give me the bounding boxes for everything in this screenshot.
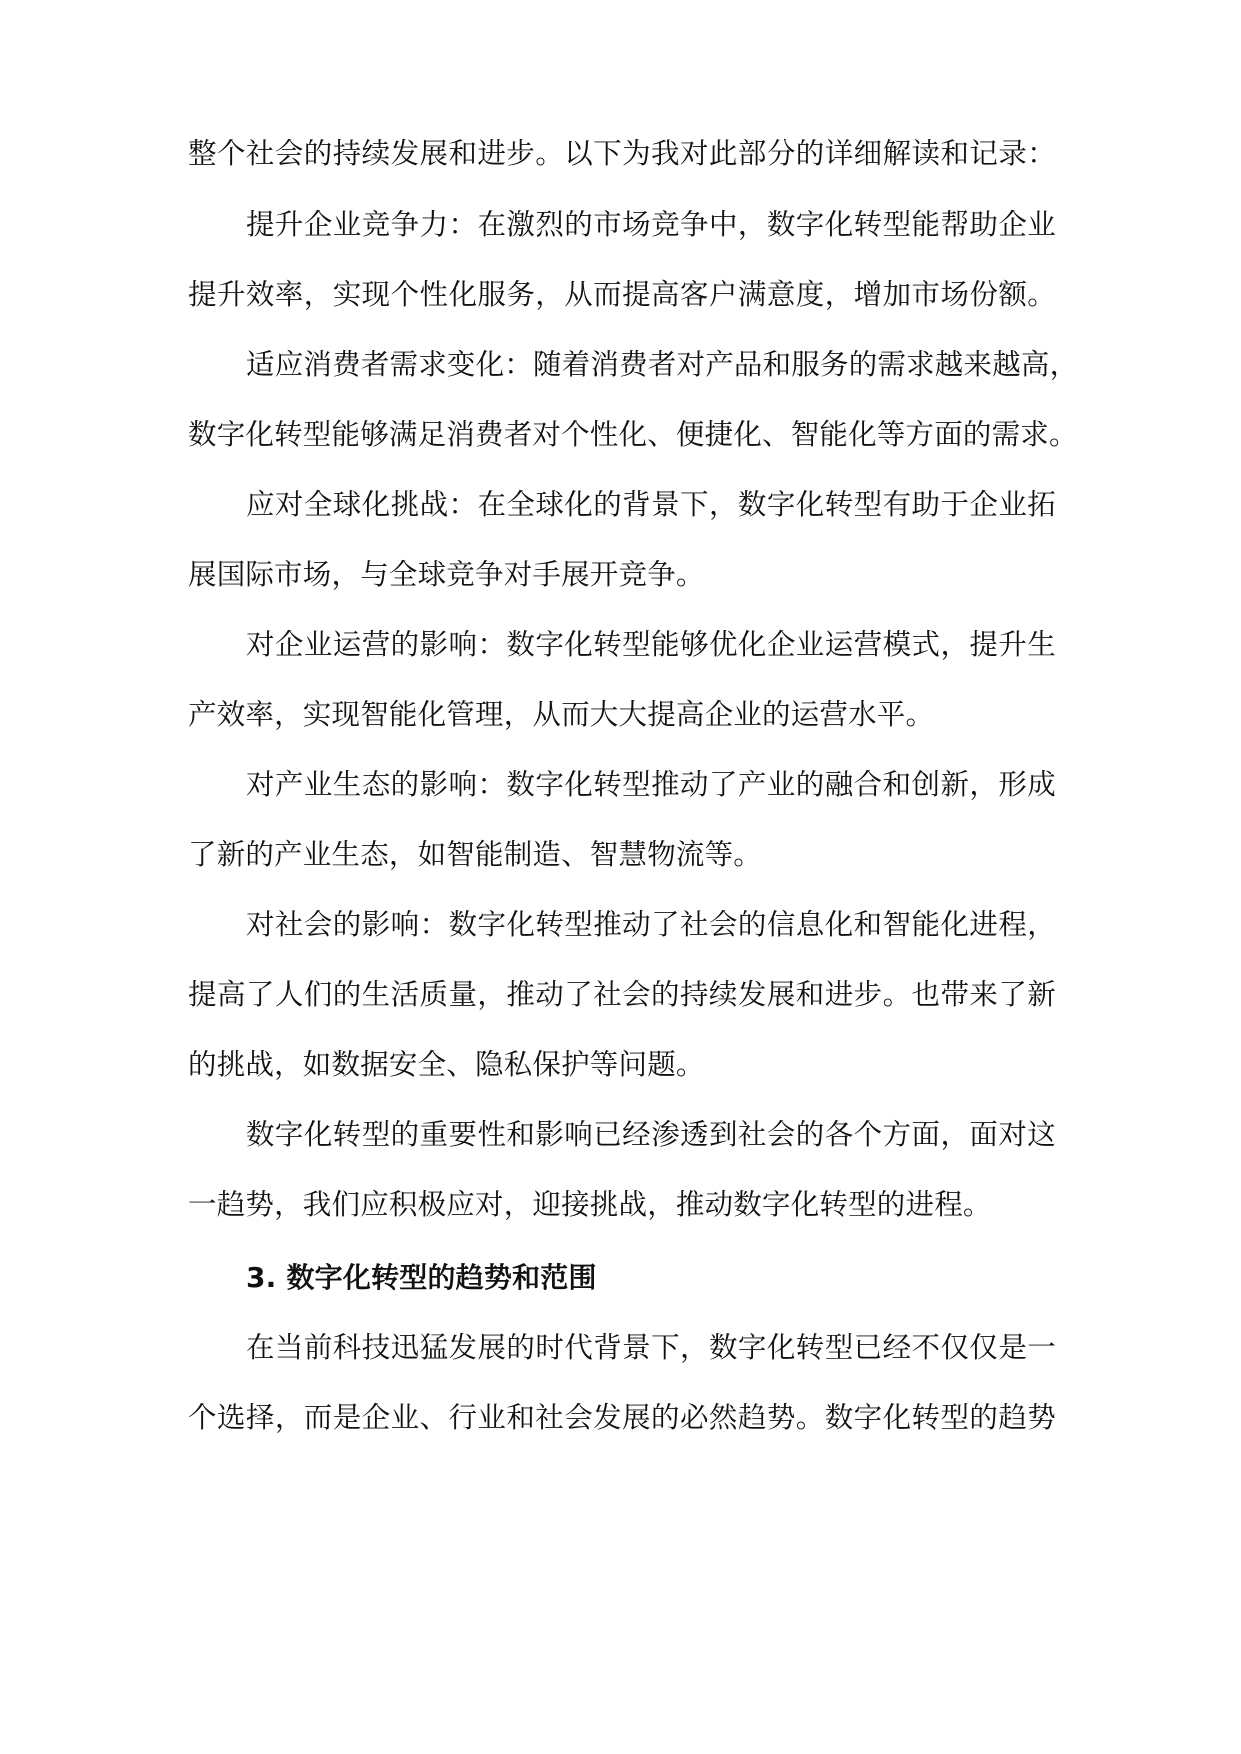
text-line: 展国际市场，与全球竞争对手展开竞争。 [188, 558, 705, 591]
text-line: 一趋势，我们应积极应对，迎接挑战，推动数字化转型的进程。 [188, 1188, 992, 1221]
section-heading: 3. 数字化转型的趋势和范围 [246, 1261, 597, 1294]
text-line: 对社会的影响：数字化转型推动了社会的信息化和智能化进程， [246, 908, 1056, 941]
text-line: 个选择，而是企业、行业和社会发展的必然趋势。数字化转型的趋势 [188, 1401, 1056, 1434]
text-line: 数字化转型的重要性和影响已经渗透到社会的各个方面，面对这 [246, 1118, 1056, 1151]
text-line: 适应消费者需求变化：随着消费者对产品和服务的需求越来越高， [246, 348, 1079, 381]
text-line: 对企业运营的影响：数字化转型能够优化企业运营模式，提升生 [246, 628, 1056, 661]
text-line: 在当前科技迅猛发展的时代背景下，数字化转型已经不仅仅是一 [246, 1331, 1056, 1364]
text-line: 整个社会的持续发展和进步。以下为我对此部分的详细解读和记录： [188, 137, 1056, 170]
text-line: 提高了人们的生活质量，推动了社会的持续发展和进步。也带来了新 [188, 978, 1056, 1011]
text-line: 了新的产业生态，如智能制造、智慧物流等。 [188, 838, 763, 871]
text-line: 提升效率，实现个性化服务，从而提高客户满意度，增加市场份额。 [188, 278, 1056, 311]
text-line: 数字化转型能够满足消费者对个性化、便捷化、智能化等方面的需求。 [188, 418, 1078, 451]
text-line: 对产业生态的影响：数字化转型推动了产业的融合和创新，形成 [246, 768, 1056, 801]
text-line: 的挑战，如数据安全、隐私保护等问题。 [188, 1048, 705, 1081]
text-line: 产效率，实现智能化管理，从而大大提高企业的运营水平。 [188, 698, 935, 731]
text-line: 应对全球化挑战：在全球化的背景下，数字化转型有助于企业拓 [246, 488, 1056, 521]
text-line: 提升企业竞争力：在激烈的市场竞争中，数字化转型能帮助企业 [246, 208, 1056, 241]
